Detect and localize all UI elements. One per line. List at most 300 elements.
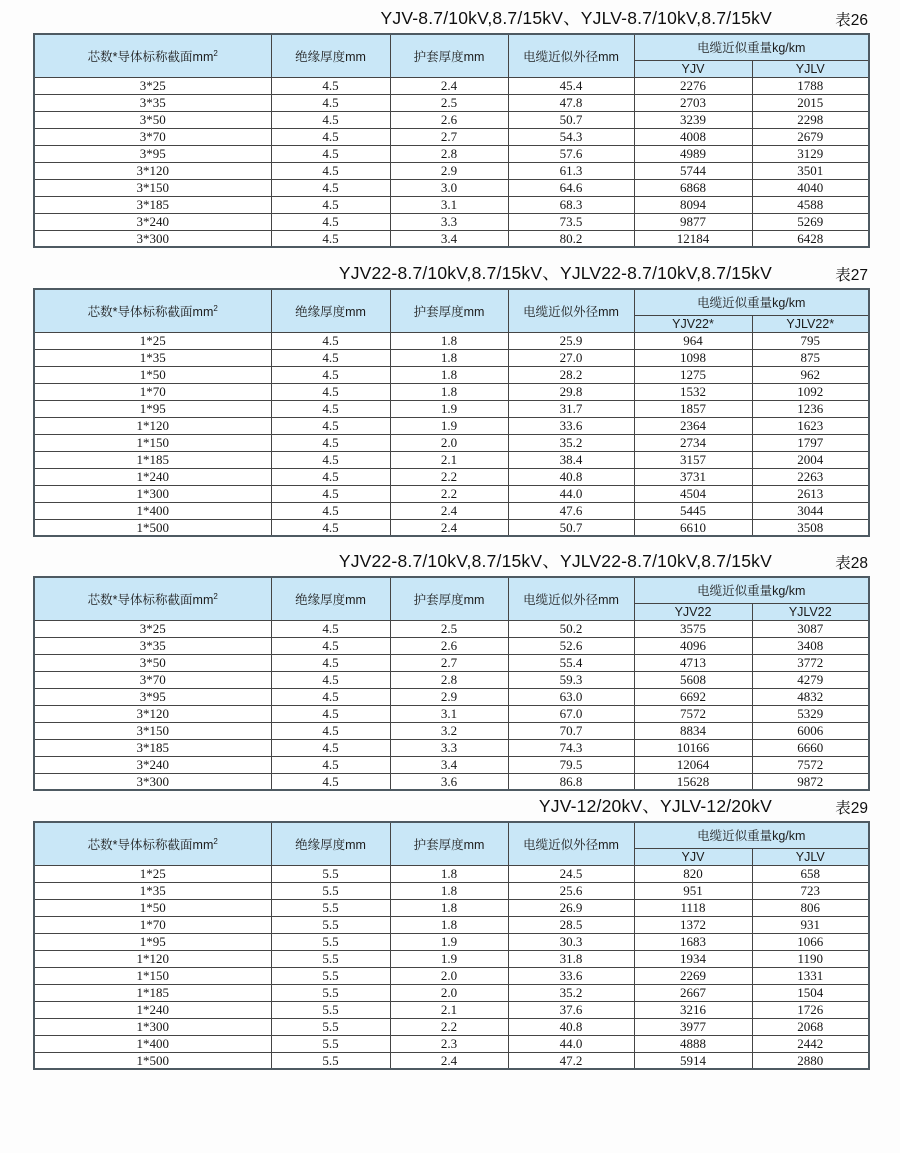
table-title: YJV22-8.7/10kV,8.7/15kV、YJLV22-8.7/10kV,8.7/15kV	[338, 263, 772, 283]
cell-weight-col2: 6660	[752, 739, 869, 756]
cell-core-spec: 1*120	[34, 417, 271, 434]
cell-sheath-thickness: 3.6	[390, 773, 508, 790]
header-sheath-thickness: 护套厚度mm	[390, 577, 508, 620]
cell-core-spec: 1*400	[34, 502, 271, 519]
cell-weight-col1: 6610	[634, 519, 752, 536]
cell-insulation-thickness: 4.5	[271, 688, 390, 705]
cell-weight-col1: 1098	[634, 349, 752, 366]
cell-core-spec: 1*70	[34, 383, 271, 400]
cell-insulation-thickness: 4.5	[271, 671, 390, 688]
cell-sheath-thickness: 2.8	[390, 145, 508, 162]
cell-approx-diameter: 37.6	[508, 1001, 634, 1018]
table-number-label: 表29	[835, 800, 868, 817]
cell-sheath-thickness: 2.6	[390, 637, 508, 654]
table-row	[34, 705, 869, 722]
cell-sheath-thickness: 1.8	[390, 366, 508, 383]
table-header	[34, 289, 869, 332]
cell-core-spec: 3*120	[34, 162, 271, 179]
cell-insulation-thickness: 5.5	[271, 984, 390, 1001]
cell-core-spec: 3*120	[34, 705, 271, 722]
cell-core-spec: 1*95	[34, 400, 271, 417]
cell-weight-col2: 1788	[752, 77, 869, 94]
cell-weight-col2: 6006	[752, 722, 869, 739]
cell-insulation-thickness: 4.5	[271, 468, 390, 485]
table-row	[34, 383, 869, 400]
table-row	[34, 637, 869, 654]
cell-core-spec: 1*300	[34, 485, 271, 502]
header-core-base: 芯数*导体标称截面mm	[87, 837, 214, 852]
table-title-bar	[0, 261, 868, 285]
cell-insulation-thickness: 4.5	[271, 77, 390, 94]
table-row	[34, 230, 869, 247]
header-core-section	[34, 577, 271, 620]
cell-weight-col2: 1236	[752, 400, 869, 417]
cell-insulation-thickness: 4.5	[271, 179, 390, 196]
cell-core-spec: 3*70	[34, 128, 271, 145]
cell-core-spec: 3*35	[34, 637, 271, 654]
cell-approx-diameter: 44.0	[508, 485, 634, 502]
cell-core-spec: 3*150	[34, 179, 271, 196]
header-insulation-thickness: 绝缘厚度mm	[271, 34, 390, 77]
header-core-sup: 2	[213, 591, 218, 601]
cell-weight-col1: 8094	[634, 196, 752, 213]
cell-weight-col1: 5744	[634, 162, 752, 179]
cell-approx-diameter: 26.9	[508, 899, 634, 916]
table-row	[34, 162, 869, 179]
cell-weight-col1: 12064	[634, 756, 752, 773]
cell-sheath-thickness: 3.4	[390, 230, 508, 247]
table-row	[34, 77, 869, 94]
table-row	[34, 417, 869, 434]
cell-sheath-thickness: 2.2	[390, 468, 508, 485]
cell-weight-col2: 962	[752, 366, 869, 383]
cell-insulation-thickness: 4.5	[271, 111, 390, 128]
cell-core-spec: 1*400	[34, 1035, 271, 1052]
cell-weight-col2: 1504	[752, 984, 869, 1001]
table-body	[34, 620, 869, 790]
cell-approx-diameter: 86.8	[508, 773, 634, 790]
cell-insulation-thickness: 4.5	[271, 637, 390, 654]
cell-sheath-thickness: 2.4	[390, 519, 508, 536]
cell-weight-col1: 1683	[634, 933, 752, 950]
cell-core-spec: 1*25	[34, 865, 271, 882]
header-core-sup: 2	[213, 836, 218, 846]
table-row	[34, 688, 869, 705]
cell-core-spec: 3*185	[34, 196, 271, 213]
cell-insulation-thickness: 5.5	[271, 916, 390, 933]
weight-subcol-header: YJLV	[752, 848, 869, 865]
cell-insulation-thickness: 5.5	[271, 882, 390, 899]
cell-insulation-thickness: 4.5	[271, 213, 390, 230]
cell-approx-diameter: 31.7	[508, 400, 634, 417]
cell-weight-col2: 3772	[752, 654, 869, 671]
table-row	[34, 468, 869, 485]
table-row	[34, 1018, 869, 1035]
cell-weight-col2: 658	[752, 865, 869, 882]
cell-sheath-thickness: 2.5	[390, 620, 508, 637]
cell-insulation-thickness: 5.5	[271, 967, 390, 984]
cell-sheath-thickness: 1.9	[390, 933, 508, 950]
table-row	[34, 756, 869, 773]
header-insulation-thickness: 绝缘厚度mm	[271, 289, 390, 332]
cell-core-spec: 3*25	[34, 77, 271, 94]
cell-approx-diameter: 59.3	[508, 671, 634, 688]
table-row	[34, 984, 869, 1001]
cell-insulation-thickness: 4.5	[271, 773, 390, 790]
table-row	[34, 451, 869, 468]
table-body	[34, 332, 869, 536]
table-row	[34, 739, 869, 756]
header-core-sup: 2	[213, 48, 218, 58]
cell-sheath-thickness: 2.9	[390, 162, 508, 179]
cell-sheath-thickness: 1.9	[390, 417, 508, 434]
cell-weight-col1: 2269	[634, 967, 752, 984]
cell-weight-col1: 4504	[634, 485, 752, 502]
cell-approx-diameter: 73.5	[508, 213, 634, 230]
cell-sheath-thickness: 2.1	[390, 451, 508, 468]
cell-weight-col1: 1857	[634, 400, 752, 417]
table-row	[34, 349, 869, 366]
cell-sheath-thickness: 3.2	[390, 722, 508, 739]
table-title-bar	[0, 549, 868, 573]
cell-weight-col2: 1066	[752, 933, 869, 950]
table-row	[34, 485, 869, 502]
cell-insulation-thickness: 5.5	[271, 1001, 390, 1018]
cell-weight-col2: 2880	[752, 1052, 869, 1069]
weight-subcol-header: YJLV	[752, 60, 869, 77]
cell-insulation-thickness: 5.5	[271, 950, 390, 967]
cell-weight-col2: 1190	[752, 950, 869, 967]
cell-weight-col2: 795	[752, 332, 869, 349]
table-row	[34, 179, 869, 196]
cell-weight-col1: 6868	[634, 179, 752, 196]
cell-insulation-thickness: 4.5	[271, 519, 390, 536]
cell-weight-col1: 7572	[634, 705, 752, 722]
header-approx-diameter: 电缆近似外径mm	[508, 289, 634, 332]
cell-weight-col2: 1331	[752, 967, 869, 984]
table-title: YJV-12/20kV、YJLV-12/20kV	[538, 796, 772, 816]
cell-approx-diameter: 29.8	[508, 383, 634, 400]
cell-core-spec: 1*95	[34, 933, 271, 950]
cell-weight-col1: 6692	[634, 688, 752, 705]
cell-approx-diameter: 28.2	[508, 366, 634, 383]
cell-insulation-thickness: 4.5	[271, 705, 390, 722]
cell-insulation-thickness: 4.5	[271, 722, 390, 739]
cell-weight-col2: 9872	[752, 773, 869, 790]
cable-spec-table	[33, 821, 870, 1070]
cell-weight-col1: 2703	[634, 94, 752, 111]
cell-weight-col1: 12184	[634, 230, 752, 247]
cell-insulation-thickness: 5.5	[271, 1052, 390, 1069]
cell-insulation-thickness: 4.5	[271, 128, 390, 145]
table-section	[0, 549, 900, 791]
cell-weight-col1: 1118	[634, 899, 752, 916]
cell-insulation-thickness: 4.5	[271, 400, 390, 417]
cell-approx-diameter: 47.6	[508, 502, 634, 519]
cell-weight-col1: 951	[634, 882, 752, 899]
table-row	[34, 213, 869, 230]
cell-sheath-thickness: 3.0	[390, 179, 508, 196]
cell-insulation-thickness: 4.5	[271, 145, 390, 162]
cell-weight-col1: 9877	[634, 213, 752, 230]
cell-weight-col2: 3087	[752, 620, 869, 637]
weight-subcol-header: YJLV22	[752, 603, 869, 620]
cell-weight-col2: 806	[752, 899, 869, 916]
cell-weight-col1: 4096	[634, 637, 752, 654]
table-row	[34, 620, 869, 637]
cell-weight-col2: 723	[752, 882, 869, 899]
cell-core-spec: 1*185	[34, 984, 271, 1001]
cell-weight-col2: 3129	[752, 145, 869, 162]
header-insulation-thickness: 绝缘厚度mm	[271, 822, 390, 865]
cell-weight-col1: 3575	[634, 620, 752, 637]
cell-approx-diameter: 70.7	[508, 722, 634, 739]
cell-approx-diameter: 30.3	[508, 933, 634, 950]
table-header	[34, 34, 869, 77]
cable-spec-table	[33, 576, 870, 791]
cell-weight-col1: 2364	[634, 417, 752, 434]
table-number-label: 表28	[835, 555, 868, 572]
table-section	[0, 6, 900, 248]
header-core-section	[34, 822, 271, 865]
cell-insulation-thickness: 4.5	[271, 620, 390, 637]
cell-weight-col1: 4713	[634, 654, 752, 671]
header-row-main	[34, 34, 869, 60]
cell-insulation-thickness: 4.5	[271, 434, 390, 451]
cell-sheath-thickness: 2.7	[390, 128, 508, 145]
header-sheath-thickness: 护套厚度mm	[390, 289, 508, 332]
cell-core-spec: 1*150	[34, 967, 271, 984]
cell-sheath-thickness: 1.8	[390, 349, 508, 366]
cell-sheath-thickness: 1.8	[390, 916, 508, 933]
cell-core-spec: 3*185	[34, 739, 271, 756]
header-core-base: 芯数*导体标称截面mm	[87, 304, 214, 319]
cell-weight-col2: 6428	[752, 230, 869, 247]
cell-weight-col1: 5914	[634, 1052, 752, 1069]
cell-core-spec: 1*50	[34, 366, 271, 383]
cell-weight-col2: 4832	[752, 688, 869, 705]
cell-weight-col2: 3044	[752, 502, 869, 519]
header-approx-weight: 电缆近似重量kg/km	[634, 34, 869, 60]
cell-sheath-thickness: 2.0	[390, 984, 508, 1001]
cell-insulation-thickness: 4.5	[271, 383, 390, 400]
cell-weight-col1: 3157	[634, 451, 752, 468]
table-body	[34, 77, 869, 247]
cell-sheath-thickness: 2.7	[390, 654, 508, 671]
header-row-main	[34, 577, 869, 603]
cell-core-spec: 3*240	[34, 213, 271, 230]
cell-core-spec: 3*50	[34, 654, 271, 671]
cell-weight-col1: 4008	[634, 128, 752, 145]
cell-approx-diameter: 54.3	[508, 128, 634, 145]
cell-sheath-thickness: 1.8	[390, 899, 508, 916]
header-core-sup: 2	[213, 303, 218, 313]
cell-weight-col1: 1934	[634, 950, 752, 967]
cell-approx-diameter: 40.8	[508, 468, 634, 485]
cell-approx-diameter: 79.5	[508, 756, 634, 773]
cell-sheath-thickness: 2.4	[390, 1052, 508, 1069]
cell-weight-col1: 4888	[634, 1035, 752, 1052]
cell-insulation-thickness: 4.5	[271, 756, 390, 773]
cell-sheath-thickness: 2.2	[390, 1018, 508, 1035]
header-approx-weight: 电缆近似重量kg/km	[634, 577, 869, 603]
cell-sheath-thickness: 1.8	[390, 332, 508, 349]
weight-subcol-header: YJV22*	[634, 315, 752, 332]
weight-subcol-header: YJV	[634, 60, 752, 77]
cell-insulation-thickness: 5.5	[271, 1035, 390, 1052]
cell-approx-diameter: 25.6	[508, 882, 634, 899]
cell-approx-diameter: 35.2	[508, 434, 634, 451]
cell-core-spec: 3*50	[34, 111, 271, 128]
cell-core-spec: 1*50	[34, 899, 271, 916]
cell-weight-col1: 15628	[634, 773, 752, 790]
cell-approx-diameter: 47.8	[508, 94, 634, 111]
cell-weight-col2: 3508	[752, 519, 869, 536]
cell-core-spec: 1*35	[34, 882, 271, 899]
table-row	[34, 671, 869, 688]
cell-approx-diameter: 67.0	[508, 705, 634, 722]
cell-core-spec: 3*150	[34, 722, 271, 739]
table-body	[34, 865, 869, 1069]
cell-approx-diameter: 61.3	[508, 162, 634, 179]
cell-sheath-thickness: 2.8	[390, 671, 508, 688]
cell-weight-col1: 3239	[634, 111, 752, 128]
header-row-main	[34, 289, 869, 315]
cell-insulation-thickness: 4.5	[271, 332, 390, 349]
cell-insulation-thickness: 4.5	[271, 94, 390, 111]
cable-spec-table	[33, 288, 870, 537]
table-row	[34, 1052, 869, 1069]
table-header	[34, 577, 869, 620]
table-row	[34, 916, 869, 933]
table-row	[34, 722, 869, 739]
table-row	[34, 899, 869, 916]
cell-insulation-thickness: 5.5	[271, 865, 390, 882]
cell-weight-col1: 1275	[634, 366, 752, 383]
cell-sheath-thickness: 1.8	[390, 383, 508, 400]
cell-approx-diameter: 33.6	[508, 417, 634, 434]
table-title-bar	[0, 794, 868, 818]
table-row	[34, 145, 869, 162]
cell-sheath-thickness: 1.9	[390, 950, 508, 967]
cell-approx-diameter: 63.0	[508, 688, 634, 705]
cell-approx-diameter: 68.3	[508, 196, 634, 213]
cell-sheath-thickness: 2.4	[390, 502, 508, 519]
cell-approx-diameter: 25.9	[508, 332, 634, 349]
cell-approx-diameter: 47.2	[508, 1052, 634, 1069]
cell-sheath-thickness: 3.3	[390, 739, 508, 756]
weight-subcol-header: YJLV22*	[752, 315, 869, 332]
cell-approx-diameter: 40.8	[508, 1018, 634, 1035]
cell-core-spec: 1*240	[34, 1001, 271, 1018]
cell-insulation-thickness: 4.5	[271, 196, 390, 213]
header-approx-weight: 电缆近似重量kg/km	[634, 822, 869, 848]
header-sheath-thickness: 护套厚度mm	[390, 822, 508, 865]
table-row	[34, 519, 869, 536]
cell-weight-col2: 5329	[752, 705, 869, 722]
cell-weight-col1: 4989	[634, 145, 752, 162]
table-row	[34, 967, 869, 984]
cell-approx-diameter: 38.4	[508, 451, 634, 468]
header-insulation-thickness: 绝缘厚度mm	[271, 577, 390, 620]
cell-insulation-thickness: 4.5	[271, 417, 390, 434]
header-row-main	[34, 822, 869, 848]
cell-weight-col2: 2679	[752, 128, 869, 145]
cell-sheath-thickness: 2.0	[390, 434, 508, 451]
cell-approx-diameter: 35.2	[508, 984, 634, 1001]
cell-approx-diameter: 80.2	[508, 230, 634, 247]
cell-weight-col1: 2667	[634, 984, 752, 1001]
cell-insulation-thickness: 4.5	[271, 451, 390, 468]
cell-weight-col1: 8834	[634, 722, 752, 739]
header-core-section	[34, 289, 271, 332]
cell-weight-col1: 5445	[634, 502, 752, 519]
cell-sheath-thickness: 3.3	[390, 213, 508, 230]
table-row	[34, 882, 869, 899]
cell-sheath-thickness: 2.9	[390, 688, 508, 705]
cell-sheath-thickness: 2.4	[390, 77, 508, 94]
cell-core-spec: 3*25	[34, 620, 271, 637]
table-row	[34, 111, 869, 128]
header-approx-weight: 电缆近似重量kg/km	[634, 289, 869, 315]
table-row	[34, 1001, 869, 1018]
cell-weight-col1: 5608	[634, 671, 752, 688]
cell-weight-col2: 931	[752, 916, 869, 933]
table-row	[34, 400, 869, 417]
table-row	[34, 773, 869, 790]
table-row	[34, 865, 869, 882]
cell-weight-col2: 5269	[752, 213, 869, 230]
cell-sheath-thickness: 2.2	[390, 485, 508, 502]
cell-approx-diameter: 28.5	[508, 916, 634, 933]
cell-core-spec: 3*95	[34, 688, 271, 705]
cable-spec-table	[33, 33, 870, 248]
header-sheath-thickness: 护套厚度mm	[390, 34, 508, 77]
cell-core-spec: 3*300	[34, 773, 271, 790]
header-core-base: 芯数*导体标称截面mm	[87, 592, 214, 607]
cell-weight-col2: 1726	[752, 1001, 869, 1018]
cell-sheath-thickness: 1.8	[390, 882, 508, 899]
cell-weight-col2: 3408	[752, 637, 869, 654]
table-title-bar	[0, 6, 868, 30]
cell-insulation-thickness: 5.5	[271, 899, 390, 916]
cell-insulation-thickness: 4.5	[271, 485, 390, 502]
cell-weight-col1: 3977	[634, 1018, 752, 1035]
header-approx-diameter: 电缆近似外径mm	[508, 822, 634, 865]
cell-weight-col2: 4588	[752, 196, 869, 213]
table-row	[34, 434, 869, 451]
cell-insulation-thickness: 5.5	[271, 933, 390, 950]
table-title: YJV22-8.7/10kV,8.7/15kV、YJLV22-8.7/10kV,8.7/15kV	[338, 551, 772, 571]
cell-weight-col2: 1623	[752, 417, 869, 434]
table-number-label: 表26	[835, 12, 868, 29]
cell-weight-col1: 3731	[634, 468, 752, 485]
cell-core-spec: 1*35	[34, 349, 271, 366]
weight-subcol-header: YJV22	[634, 603, 752, 620]
cell-weight-col1: 820	[634, 865, 752, 882]
cell-weight-col2: 3501	[752, 162, 869, 179]
cell-insulation-thickness: 4.5	[271, 162, 390, 179]
cell-insulation-thickness: 4.5	[271, 502, 390, 519]
header-core-section	[34, 34, 271, 77]
cell-weight-col2: 2068	[752, 1018, 869, 1035]
cell-weight-col2: 2298	[752, 111, 869, 128]
cell-core-spec: 1*120	[34, 950, 271, 967]
cell-weight-col2: 2015	[752, 94, 869, 111]
cell-approx-diameter: 50.7	[508, 111, 634, 128]
cell-core-spec: 1*70	[34, 916, 271, 933]
table-row	[34, 94, 869, 111]
